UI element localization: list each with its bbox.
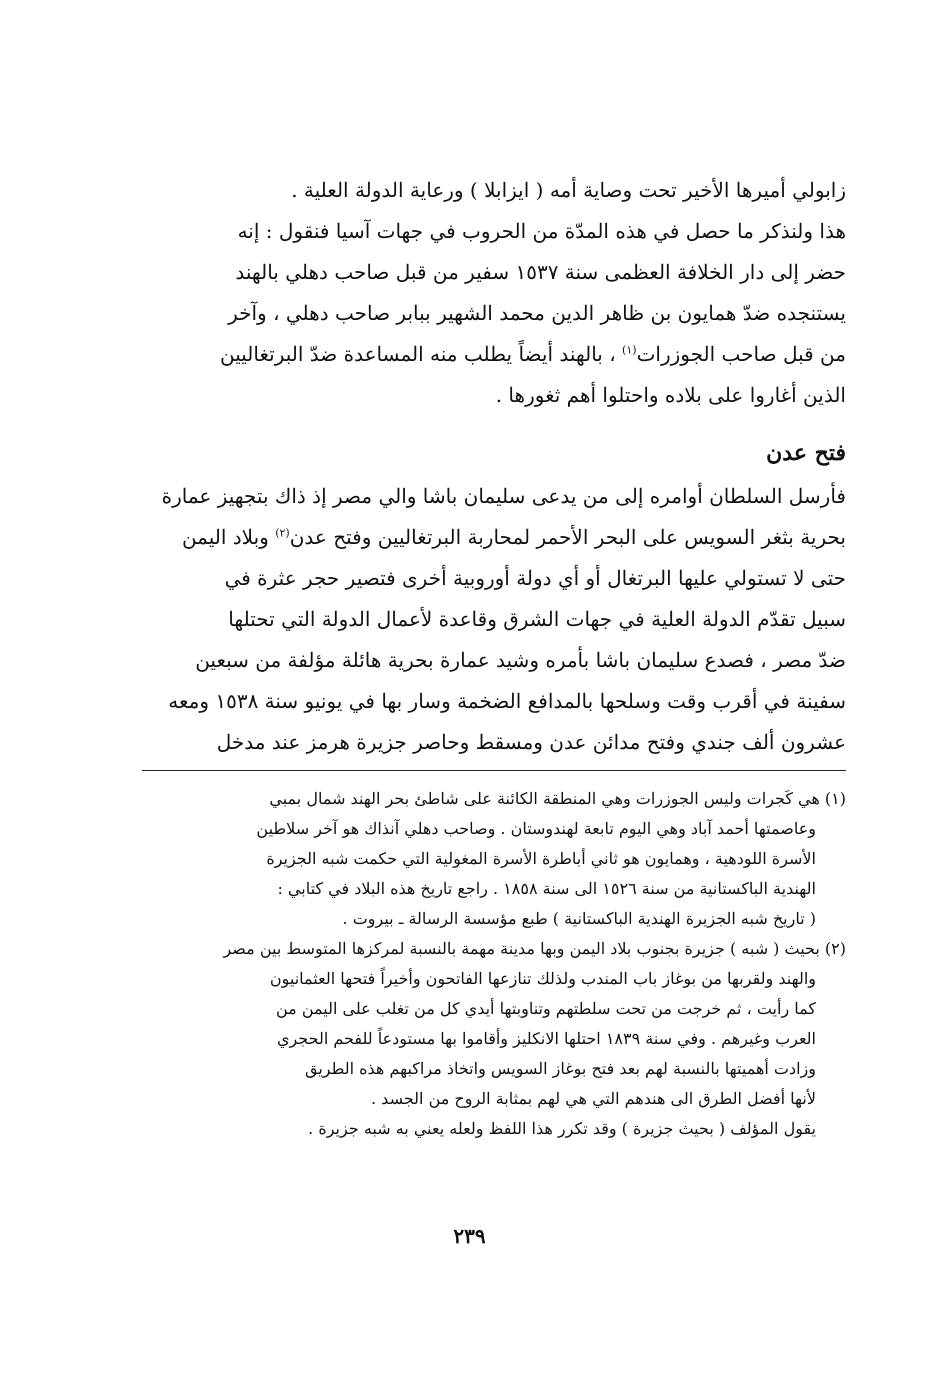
text-line: حتى لا تستولي عليها البرتغال أو أي دولة أوروبية أخرى فتصير حجر عثرة في xyxy=(224,566,846,590)
footnote-marker: (٢) xyxy=(275,526,290,540)
footnote-2-line: والهند ولقربها من بوغاز باب المندب ولذلك تنازعها الفاتحون وأخيراً فتحها العثمانيون xyxy=(269,969,816,988)
text-line: هذا ولنذكر ما حصل في هذه المدّة من الحروب في جهات آسيا فنقول : إنه xyxy=(237,219,846,243)
text-fragment: ، بالهند أيضاً يطلب منه المساعدة ضدّ البرتغاليين xyxy=(220,342,623,366)
footnote-2-line: كما رأيت ، ثم خرجت من تحت سلطتهم وتناوبتها أيدي كل من تغلب على اليمن من xyxy=(275,999,816,1018)
text-line: عشرون ألف جندي وفتح مدائن عدن ومسقط وحاصر جزيرة هرمز عند مدخل xyxy=(216,730,846,754)
footnote-2-line: لأنها أفضل الطرق الى هندهم التي هي لهم بمثابة الروح من الجسد . xyxy=(371,1089,816,1108)
text-line: الذين أغاروا على بلاده واحتلوا أهم ثغورها . xyxy=(495,383,846,407)
footnote-2-line: يقول المؤلف ( بحيث جزيرة ) وقد تكرر هذا اللفظ ولعله يعني به شبه جزيرة . xyxy=(308,1119,816,1138)
footnotes xyxy=(142,784,846,1144)
footnote-1-line: الأسرة اللودهية ، وهمايون هو ثاني أباطرة الأسرة المغولية التي حكمت شبه الجزيرة xyxy=(266,849,816,868)
text-line-with-footnote xyxy=(142,334,846,375)
footnote-1-line: ( تاريخ شبه الجزيرة الهندية الباكستانية ) طبع مؤسسة الرسالة ـ بيروت . xyxy=(342,909,816,928)
text-line: حضر إلى دار الخلافة العظمى سنة ١٥٣٧ سفير من قبل صاحب دهلي بالهند xyxy=(235,260,846,284)
text-line: ضدّ مصر ، فصدع سليمان باشا بأمره وشيد عمارة بحرية هائلة مؤلفة من سبعين xyxy=(195,648,846,672)
text-line: سفينة في أقرب وقت وسلحها بالمدافع الضخمة وسار بها في يونيو سنة ١٥٣٨ ومعه xyxy=(168,689,846,713)
footnote-divider xyxy=(142,770,846,771)
section-heading: فتح عدن xyxy=(766,440,846,466)
main-text xyxy=(142,170,846,763)
spacer xyxy=(142,416,846,430)
text-fragment: وبلاد اليمن xyxy=(181,525,276,549)
footnote-1-line: (١) هي كَجرات وليس الجوزرات وهي المنطقة الكائنة على شاطئ بحر الهند شمال بمبي xyxy=(269,789,846,808)
text-line: يستنجده ضدّ همايون بن ظاهر الدين محمد الشهير ببابر صاحب دهلي ، وآخر xyxy=(228,301,846,325)
footnote-2-line: العرب وغيرهم . وفي سنة ١٨٣٩ احتلها الانكليز وأقاموا بها مستودعاً للفحم الحجري xyxy=(276,1029,816,1048)
text-line: فأرسل السلطان أوامره إلى من يدعى سليمان باشا والي مصر إذ ذاك بتجهيز عمارة xyxy=(161,484,846,508)
text-fragment: من قبل صاحب الجوزرات xyxy=(636,342,846,366)
footnote-1-line: الهندية الباكستانية من سنة ١٥٢٦ الى سنة ١٨٥٨ . راجع تاريخ هذه البلاد في كتابي : xyxy=(277,879,816,898)
text-fragment: بحرية بثغر السويس على البحر الأحمر لمحاربة البرتغاليين وفتح عدن xyxy=(289,525,846,549)
page-number: ٢٣٩ xyxy=(453,1224,486,1248)
text-line-with-footnote xyxy=(142,517,846,558)
footnote-2-line: وزادت أهميتها بالنسبة لهم بعد فتح بوغاز السويس واتخاذ مراكبهم هذه الطريق xyxy=(304,1059,816,1078)
footnote-marker: (١) xyxy=(622,343,637,357)
text-line: زابولي أميرها الأخير تحت وصاية أمه ( ايزابلا ) ورعاية الدولة العلية . xyxy=(291,178,846,202)
footnote-2-line: (٢) بحيث ( شبه ) جزيرة بجنوب بلاد اليمن وبها مدينة مهمة بالنسبة لمركزها المتوسط بين مصر xyxy=(223,939,846,958)
text-line: سبيل تقدّم الدولة العلية في جهات الشرق وقاعدة لأعمال الدولة التي تحتلها xyxy=(228,607,846,631)
footnote-1-line: وعاصمتها أحمد آباد وهي اليوم تابعة لهندوستان . وصاحب دهلي آنذاك هو آخر سلاطين xyxy=(256,819,816,838)
